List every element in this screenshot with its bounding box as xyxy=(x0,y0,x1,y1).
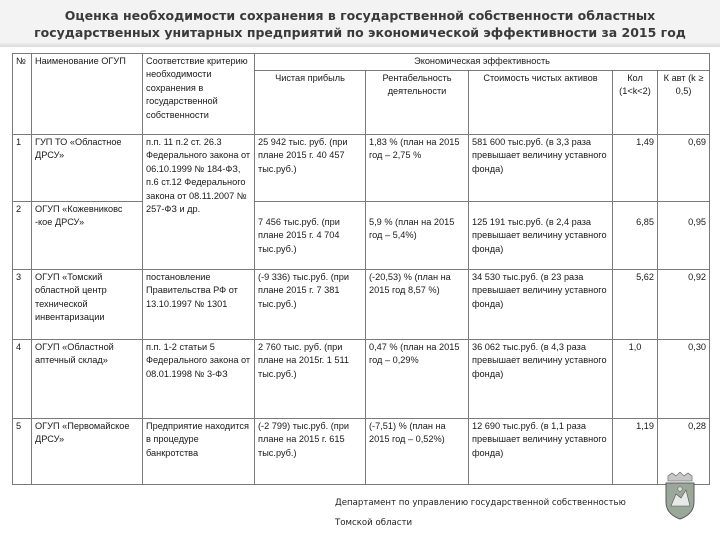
row-kavt: 0,69 xyxy=(658,135,710,202)
row-name: ОГУП «Первомайское ДРСУ» xyxy=(32,419,143,485)
row-kol: 6,85 xyxy=(613,202,658,270)
slide-header xyxy=(0,0,720,47)
row-net-assets: 36 062 тыс.руб. (в 4,3 раза превышает величину уставного фонда) xyxy=(469,340,613,419)
row-name: ОГУП «Областной аптечный склад» xyxy=(32,340,143,419)
row-criterion: постановление Правительства РФ от 13.10.1997 № 1301 xyxy=(143,270,255,340)
col-header-kol: Кол (1<k<2) xyxy=(613,71,658,135)
row-profit: 2 760 тыс. руб. (при плане на 2015г. 1 511 тыс.руб.) xyxy=(255,340,366,419)
row-num: 1 xyxy=(13,135,32,202)
row-net-assets: 581 600 тыс.руб. (в 3,3 раза превышает величину уставного фонда) xyxy=(469,135,613,202)
evaluation-table xyxy=(12,53,710,485)
footer-line-2: Томской области xyxy=(335,518,413,528)
row-profit: 25 942 тыс. руб. (при плане 2015 г. 40 457 тыс.руб.) xyxy=(255,135,366,202)
row-kavt: 0,30 xyxy=(658,340,710,419)
col-header-net-assets: Стоимость чистых активов xyxy=(469,71,613,135)
header-divider xyxy=(0,43,720,47)
row-profit: (-9 336) тыс.руб. (при плане 2015 г. 7 381 тыс.руб.) xyxy=(255,270,366,340)
tomsk-coat-of-arms-icon xyxy=(662,472,698,520)
col-header-kavt: К авт (k ≥ 0,5) xyxy=(658,71,710,135)
row-kavt: 0,28 xyxy=(658,419,710,485)
row-profit: (-2 799) тыс.руб. (при плане на 2015 г. 615 тыс.руб.) xyxy=(255,419,366,485)
row-profit: 7 456 тыс.руб. (при плане 2015 г. 4 704 тыс.руб.) xyxy=(255,202,366,270)
row-num: 3 xyxy=(13,270,32,340)
row-kol: 1,0 xyxy=(613,340,658,419)
table-row xyxy=(13,419,710,485)
col-header-econ-group: Экономическая эффективность xyxy=(255,54,710,71)
row-criterion: п.п. 11 п.2 ст. 26.3 Федерального закона от 06.10.1999 № 184-ФЗ, п.6 ст.12 Федерального закона от 08.11.2007 № 257-ФЗ и др. xyxy=(143,135,255,270)
col-header-profitability: Рентабельность деятельности xyxy=(366,71,469,135)
row-criterion: п.п. 1-2 статьи 5 Федерального закона от 08.01.1998 № 3-ФЗ xyxy=(143,340,255,419)
row-name: ОГУП «Кожевниковс -кое ДРСУ» xyxy=(32,202,143,270)
row-kavt: 0,92 xyxy=(658,270,710,340)
row-kol: 5,62 xyxy=(613,270,658,340)
table-row xyxy=(13,340,710,419)
col-header-criterion: Соответствие критерию необходимости сохранения в государственной собственности xyxy=(143,54,255,135)
footer-line-1: Департамент по управлению государственной собственностью xyxy=(335,498,626,508)
table-row xyxy=(13,135,710,202)
row-profitability: 0,47 % (план на 2015 год – 0,29% xyxy=(366,340,469,419)
header-row xyxy=(13,54,710,71)
table-row xyxy=(13,202,710,270)
row-net-assets: 34 530 тыс.руб. (в 23 раза превышает величину уставного фонда) xyxy=(469,270,613,340)
footer-department xyxy=(335,493,626,533)
row-num: 2 xyxy=(13,202,32,270)
row-kol: 1,49 xyxy=(613,135,658,202)
row-name: ГУП ТО «Областное ДРСУ» xyxy=(32,135,143,202)
row-net-assets: 125 191 тыс.руб. (в 2,4 раза превышает величину уставного фонда) xyxy=(469,202,613,270)
row-net-assets: 12 690 тыс.руб. (в 1,1 раза превышает величину уставного фонда) xyxy=(469,419,613,485)
row-profitability: (-20,53) % (план на 2015 год 8,57 %) xyxy=(366,270,469,340)
col-header-name: Наименование ОГУП xyxy=(32,54,143,135)
row-kol: 1,19 xyxy=(613,419,658,485)
row-name: ОГУП «Томский областной центр технической инвентаризации xyxy=(32,270,143,340)
row-criterion: Предприятие находится в процедуре банкротства xyxy=(143,419,255,485)
page-title: Оценка необходимости сохранения в государственной собственности областных государственных унитарных предприятий по экономической эффективности за 2015 год xyxy=(34,8,686,40)
table-row xyxy=(13,270,710,340)
row-num: 5 xyxy=(13,419,32,485)
row-num: 4 xyxy=(13,340,32,419)
row-profitability: (-7,51) % (план на 2015 год – 0,52%) xyxy=(366,419,469,485)
row-profitability: 5,9 % (план на 2015 год – 5,4%) xyxy=(366,202,469,270)
row-kavt: 0,95 xyxy=(658,202,710,270)
col-header-num: № xyxy=(13,54,32,135)
col-header-profit: Чистая прибыль xyxy=(255,71,366,135)
row-profitability: 1,83 % (план на 2015 год – 2,75 % xyxy=(366,135,469,202)
